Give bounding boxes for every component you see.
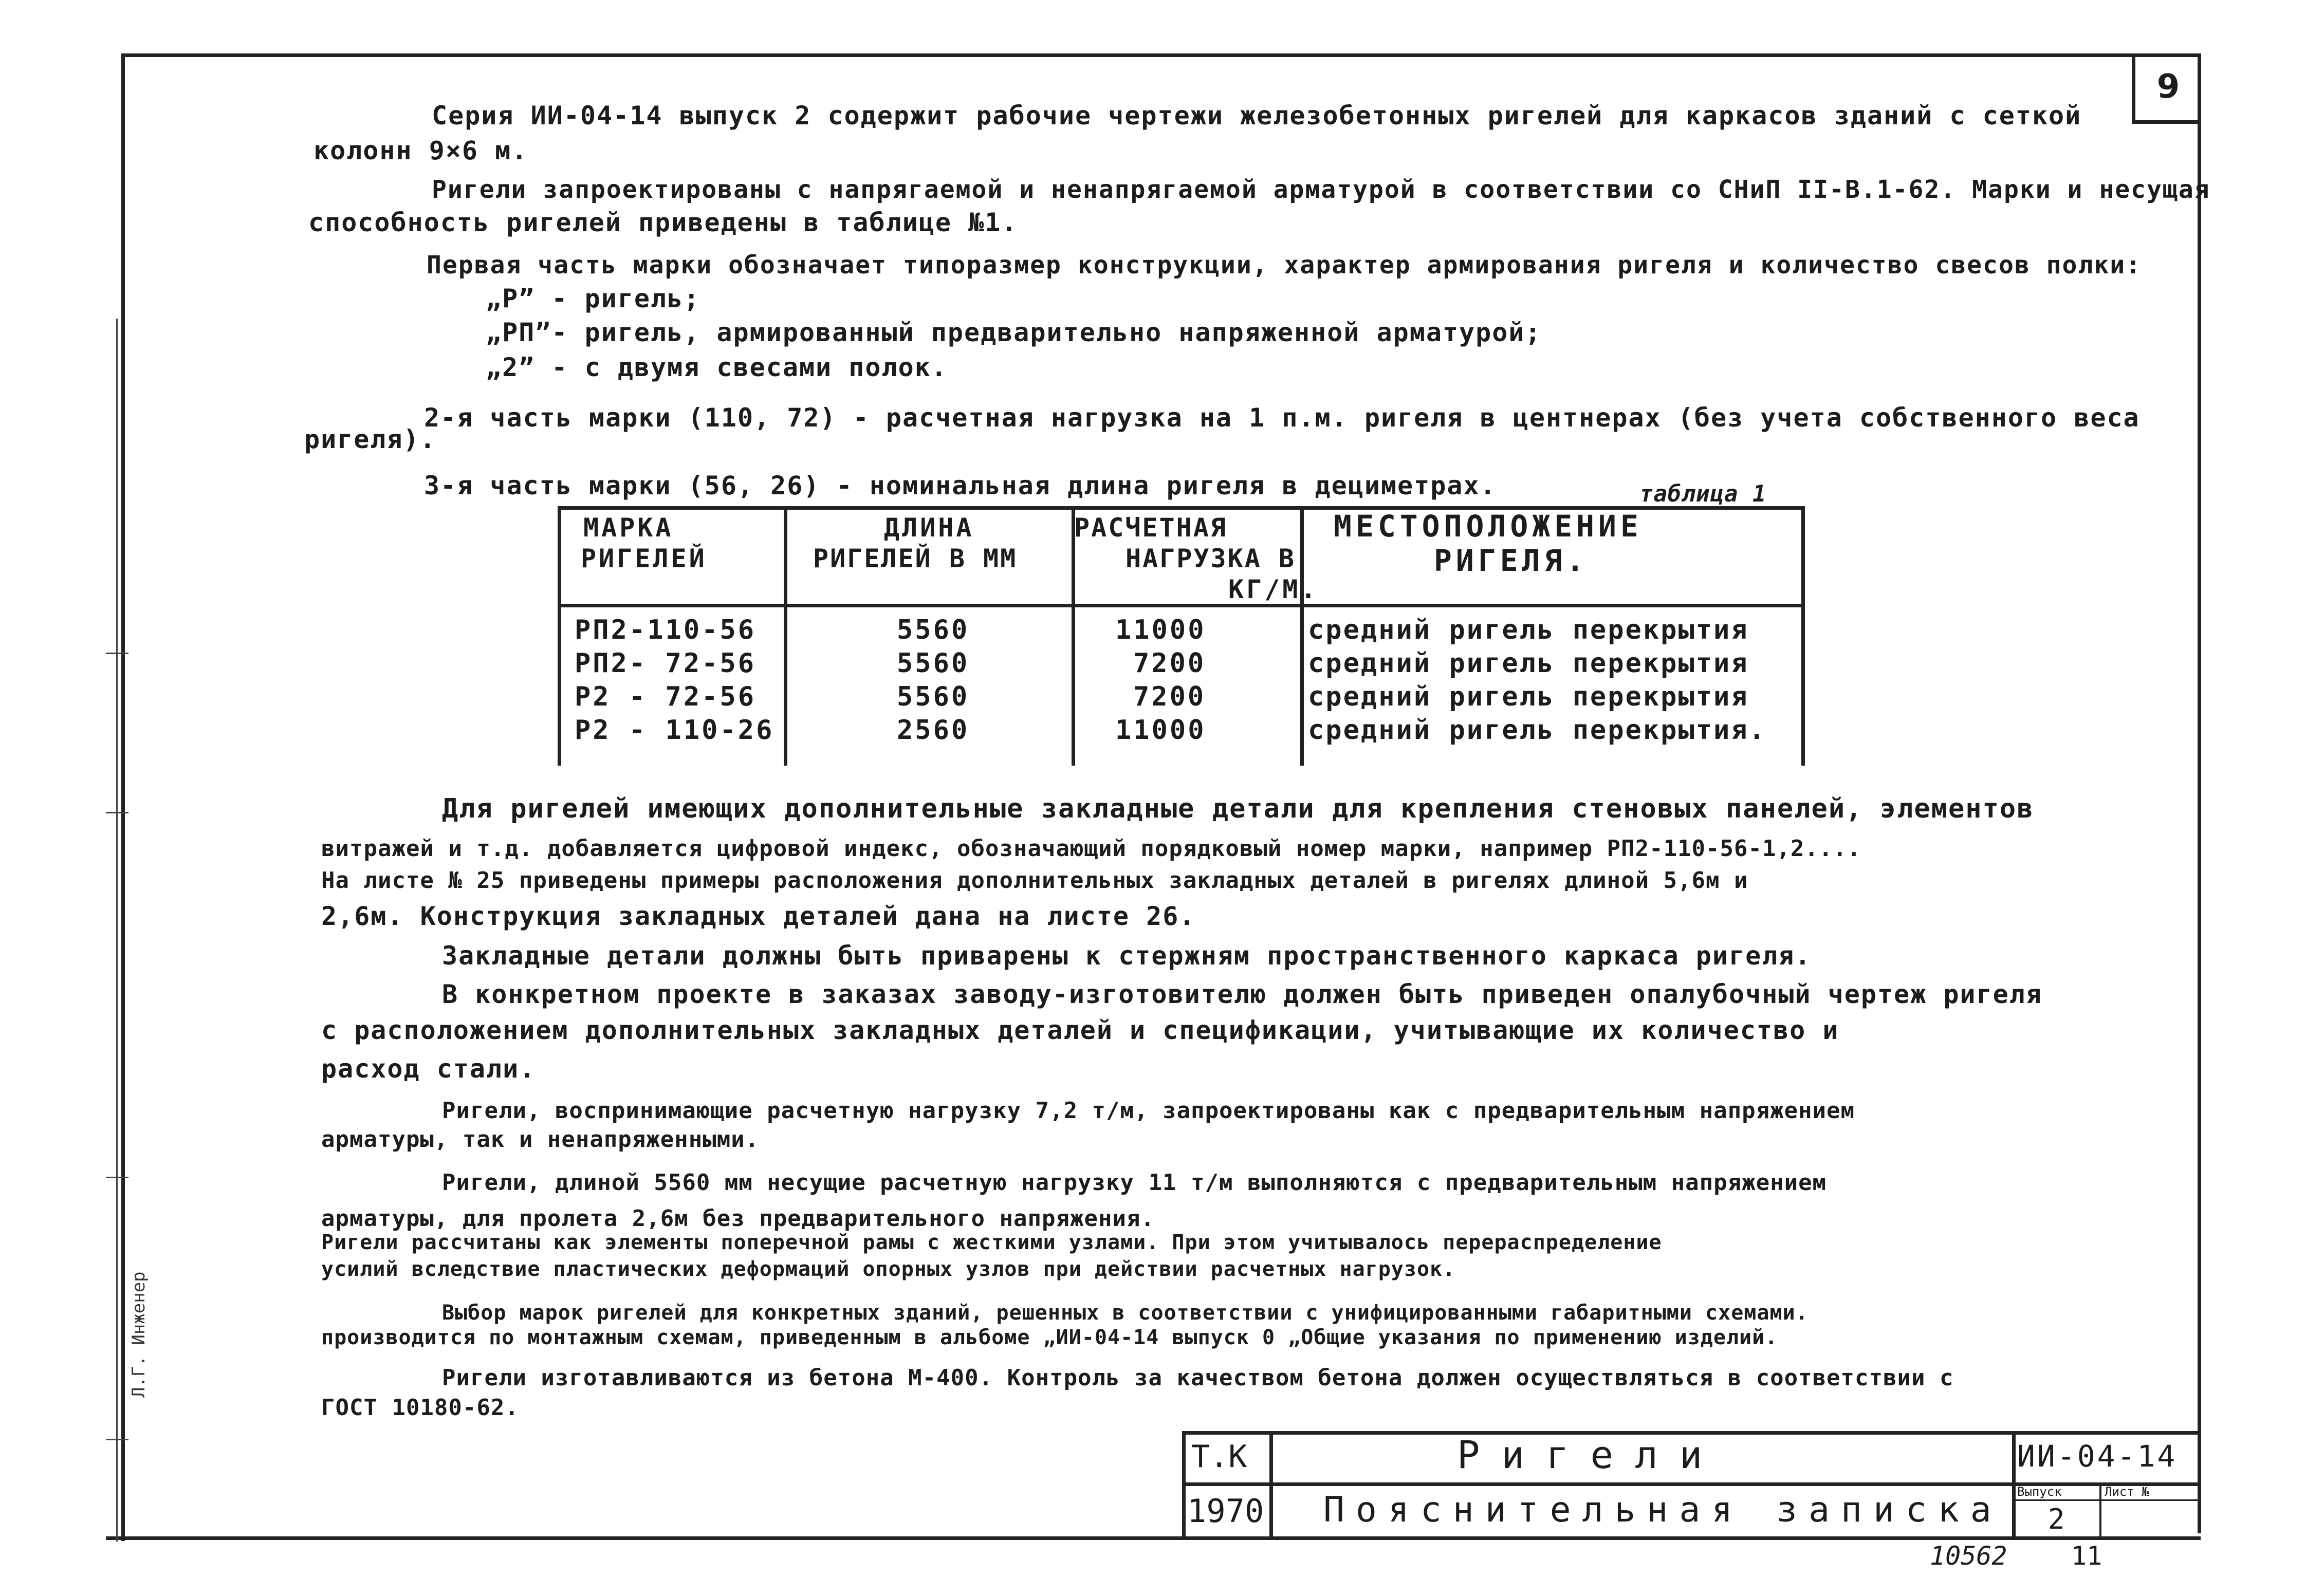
frame-left-line xyxy=(121,53,125,1541)
paragraph-line: Первая часть марки обозначает типоразмер конструкции, характер армирования ригеля и количество свесов полки: xyxy=(427,251,2142,280)
table-col-line xyxy=(784,506,787,766)
margin-tick xyxy=(106,653,128,654)
paragraph-line: В конкретном проекте в заказах заводу-изготовителю должен быть приведен опалубочный чертеж ригеля xyxy=(442,979,2042,1009)
table-header-cell: РАСЧЕТНАЯ xyxy=(1074,513,1227,543)
paragraph-line: Ригели изготавливаются из бетона М-400. Контроль за качеством бетона должен осуществляться в соответствии с xyxy=(442,1365,1954,1391)
binding-margin-line xyxy=(116,319,118,1542)
stamp-col-line xyxy=(1182,1431,1186,1538)
frame-top-line xyxy=(121,53,2200,57)
stamp-issue-label: Выпуск xyxy=(2017,1484,2062,1499)
stamp-issue: 2 xyxy=(2048,1503,2065,1535)
table-cell-location: средний ригель перекрытия xyxy=(1308,615,1749,645)
margin-tick xyxy=(106,812,128,813)
table-col-line xyxy=(1072,506,1075,766)
paragraph-line: 2,6м. Конструкция закладных деталей дана на листе 26. xyxy=(321,901,1196,931)
stamp-tk: Т.К xyxy=(1191,1439,1247,1475)
table-header-cell: НАГРУЗКА В xyxy=(1126,544,1296,573)
inventory-number: 10562 xyxy=(1930,1541,2007,1571)
paragraph-line: 2-я часть марки (110, 72) - расчетная нагрузка на 1 п.м. ригеля в центнерах (без учета собственного веса xyxy=(424,403,2140,433)
table-header-divider xyxy=(558,604,1804,607)
table-col-line xyxy=(1801,506,1805,766)
paragraph-line: арматуры, для пролета 2,6м без предварительного напряжения. xyxy=(321,1205,1155,1232)
paragraph-line: На листе № 25 приведены примеры расположения дополнительных закладных деталей в ригелях длиной 5,6м и xyxy=(321,867,1748,894)
frame-right-line xyxy=(2198,53,2201,1533)
table-cell-mark: РП2-110-56 xyxy=(575,615,757,645)
paragraph-line: арматуры, так и ненапряженными. xyxy=(321,1126,760,1153)
paragraph-line: Ригели рассчитаны как элементы поперечной рамы с жесткими узлами. При этом учитывалось перераспределение xyxy=(321,1231,1662,1254)
stamp-year: 1970 xyxy=(1187,1492,1264,1530)
paragraph-line: ГОСТ 10180-62. xyxy=(321,1395,519,1421)
table-header-cell: РИГЕЛЕЙ В ММ xyxy=(813,544,1018,573)
paragraph-line: Серия ИИ-04-14 выпуск 2 содержит рабочие чертежи железобетонных ригелей для каркасов зданий с сеткой xyxy=(432,101,2082,131)
stamp-series: ИИ-04-14 xyxy=(2017,1439,2178,1474)
stamp-col-line xyxy=(2012,1431,2016,1538)
stamp-col-line xyxy=(2099,1482,2101,1538)
paragraph-line: 3-я часть марки (56, 26) - номинальная длина ригеля в дециметрах. xyxy=(424,471,1497,500)
table-header-cell: МАРКА xyxy=(583,513,674,543)
margin-tick xyxy=(106,1439,128,1440)
table-header-cell: МЕСТОПОЛОЖЕНИЕ xyxy=(1334,509,1643,544)
stamp-title: Ригели xyxy=(1457,1433,1724,1477)
table-cell-length: 2560 xyxy=(897,715,970,746)
paragraph-line: с расположением дополнительных закладных деталей и спецификации, учитывающие их количество и xyxy=(321,1015,1839,1045)
stamp-col-line xyxy=(1269,1431,1273,1538)
page-number: 11 xyxy=(2071,1541,2102,1571)
paragraph-line: колонн 9×6 м. xyxy=(313,136,528,165)
paragraph-line: ригеля). xyxy=(304,424,436,454)
paragraph-line: Ригели запроектированы с напрягаемой и ненапрягаемой арматурой в соответствии со СНиП II-В.1-62. Марки и несущая xyxy=(432,175,2210,204)
stamp-subtitle: Пояснительная записка xyxy=(1323,1490,2003,1530)
table-cell-mark: Р2 - 72-56 xyxy=(575,681,757,712)
table-header-cell: ДЛИНА xyxy=(884,513,974,543)
sheet-number-box xyxy=(2132,53,2201,124)
paragraph-line: Ригели, длиной 5560 мм несущие расчетную нагрузку 11 т/м выполняются с предварительным напряжением xyxy=(442,1170,1827,1196)
table-cell-location: средний ригель перекрытия. xyxy=(1308,715,1766,746)
frame-bottom-line xyxy=(106,1536,2201,1540)
stamp-sheet-label: Лист № xyxy=(2105,1484,2149,1499)
table-header-cell: РИГЕЛЕЙ xyxy=(581,544,707,573)
table-cell-mark: Р2 - 110-26 xyxy=(575,715,774,746)
paragraph-line: Закладные детали должны быть приварены к стержням пространственного каркаса ригеля. xyxy=(442,941,1812,971)
table-cell-length: 5560 xyxy=(897,615,970,645)
table-col-line xyxy=(1300,506,1304,766)
table-col-line xyxy=(558,506,561,766)
table-header-cell: КГ/М. xyxy=(1228,574,1319,604)
table-cell-length: 5560 xyxy=(897,648,970,679)
paragraph-line: усилий вследствие пластических деформаций опорных узлов при действии расчетных нагрузок. xyxy=(321,1257,1456,1281)
paragraph-line: Ригели, воспринимающие расчетную нагрузку 7,2 т/м, запроектированы как с предварительным напряжением xyxy=(442,1098,1855,1124)
paragraph-line: производится по монтажным схемам, приведенным в альбоме „ИИ-04-14 выпуск 0 „Общие указания по применению изделий. xyxy=(321,1326,1778,1349)
table-cell-load: 7200 xyxy=(1133,648,1206,679)
table-cell-load: 7200 xyxy=(1133,681,1206,712)
table-cell-location: средний ригель перекрытия xyxy=(1308,648,1749,679)
paragraph-line: Для ригелей имеющих дополнительные закладные детали для крепления стеновых панелей, элементов xyxy=(442,793,2034,824)
paragraph-line: расход стали. xyxy=(321,1054,536,1084)
table-header-cell: РИГЕЛЯ. xyxy=(1434,543,1589,578)
table-cell-mark: РП2- 72-56 xyxy=(575,648,757,679)
table-caption: таблица 1 xyxy=(1639,481,1767,507)
table-cell-load: 11000 xyxy=(1115,715,1206,746)
sheet-number: 9 xyxy=(2156,68,2180,106)
paragraph-line: витражей и т.д. добавляется цифровой индекс, обозначающий порядковый номер марки, например РП2-110-56-1,2.... xyxy=(321,836,1861,862)
stamp-divider xyxy=(2012,1499,2198,1501)
margin-note: Л.Г. Инженер xyxy=(128,1271,149,1398)
table-cell-load: 11000 xyxy=(1115,615,1206,645)
margin-tick xyxy=(106,1177,128,1178)
paragraph-line: „2” - с двумя свесами полок. xyxy=(486,352,948,382)
table-cell-location: средний ригель перекрытия xyxy=(1308,681,1749,712)
paragraph-line: „Р” - ригель; xyxy=(486,284,700,313)
paragraph-line: способность ригелей приведены в таблице №1. xyxy=(308,208,1018,237)
paragraph-line: Выбор марок ригелей для конкретных зданий, решенных в соответствии с унифицированными габаритными схемами. xyxy=(442,1301,1809,1325)
paragraph-line: „РП”- ригель, армированный предварительно напряженной арматурой; xyxy=(486,318,1542,347)
table-cell-length: 5560 xyxy=(897,681,970,712)
